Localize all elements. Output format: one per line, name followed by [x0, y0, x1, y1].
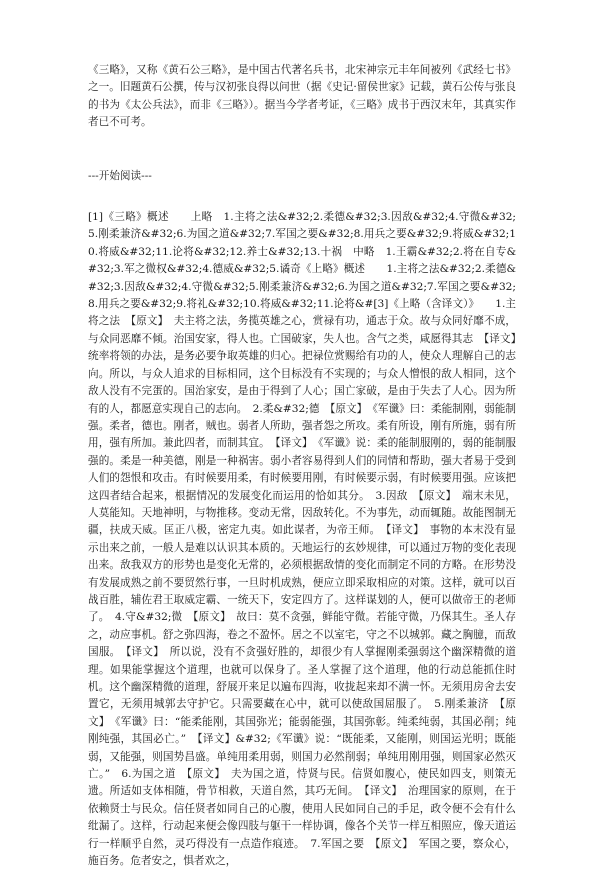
start-reading-divider: ---开始阅读--- — [88, 169, 152, 182]
intro-paragraph: 《三略》，又称《黄石公三略》，是中国古代著名兵书，北宋神宗元丰年间被列《武经七书》之一。旧题黄石公撰，传与汉初张良得以问世（据《史记·留侯世家》记载，黄石公传与张良的书为《太公兵法》，而非《三略》）。据当今学者考证，《三略》成书于西汉末年，其真实作者已不可考。 — [88, 64, 516, 129]
body-paragraph: [1]《三略》概述 上略 1.主将之法&#32;2.柔德&#32;3.因敌&#32;4.守微&#32;5.刚柔兼济&#32;6.为国之道&#32;7.军国之要&#32;8.用兵之要&#32;9.将威&#32;10.将威&#32;11.论将&#32;12.养士&#32;13.十祸 中略 1.王霸&#32;2.将在自专&#32;3.军之微权&#32;4.德威&#32;5.谲奇《上略》概述 1.主将之法&#32;2.柔德&#32;3.因敌&#32;4.守微&#32;5.刚柔兼济&#32;6.为国之道&#32;7.军国之要&#32;8.用兵之要&#32;9.将礼&#32;10.将威&#32;11.论将&#[3]《上略（含译文）》 1.主将之法 【原文】 夫主将之法，务揽英雄之心，赏禄有功，通志于众。故与众同好靡不成，与众同恶靡不倾。治国安家，得人也。亡国破家，失人也。含气之类，咸愿得其志 【译文】 统率将领的办法，是务必要争取英雄的归心。把禄位赏赐给有功的人，使众人理解自己的志向。所以，与众人追求的目标相同，这个目标没有不实现的；与众人憎恨的敌人相同，这个敌人没有不完蛋的。国治家安，是由于得到了人心；国亡家破，是由于失去了人心。因为所有的人，都愿意实现自己的志向。 2.柔&#32;德 【原文】 《军谶》曰：柔能制刚，弱能制强。柔者，德也。刚者，贼也。弱者人所助，强者怨之所攻。柔有所设，刚有所施，弱有所用，强有所加。兼此四者，而制其宜。 【译文】 《军谶》说：柔的能制服刚的，弱的能制服强的。柔是一种美德，刚是一种祸害。弱小者容易得到人们的同情和帮助，强大者易于受到人们的怨恨和攻击。有时候要用柔，有时候要用刚，有时候要示弱，有时候要用强。应该把这四者结合起来，根据情况的发展变化而运用的恰如其分。 3.因敌 【原文】 端末未见，人莫能知。天地神明，与物推移。变动无常，因敌转化。不为事先，动而辄随。故能图制无疆，扶成天威。匡正八极，密定九夷。如此谋者，为帝王师。 【译文】 事物的本末没有显示出来之前，一般人是难以认识其本质的。天地运行的玄妙规律，可以通过万物的变化表现出来。敌我双方的形势也是变化无常的，必须根据敌情的变化而制定不同的方略。在形势没有发展成熟之前不要贸然行事，一旦时机成熟，便应立即采取相应的对策。这样，就可以百战百胜，辅佐君王取威定霸、一统天下，安定四方了。这样谋划的人，便可以做帝王的老师了。 4.守&#32;微 【原文】 故曰：莫不贪强，鲜能守微。若能守微，乃保其生。圣人存之，动应事机。舒之弥四海，卷之不盈怀。居之不以室宅，守之不以城郭。藏之胸臆，而敌国服。 【译文】 所以说，没有不贪强好胜的，却很少有人掌握刚柔强弱这个幽深精微的道理。如果能掌握这个道理，也就可以保身了。圣人掌握了这个道理，他的行动总能抓住时机。这个幽深精微的道理，舒展开来足以遍布四海，收拢起来却不满一怀。无须用房舍去安置它，无须用城郭去守护它。只需要藏在心中，就可以使敌国屈服了。 5.刚柔兼济 【原文】 《军谶》曰：“能柔能刚，其国弥光；能弱能强，其国弥彰。纯柔纯弱，其国必削；纯刚纯强，其国必亡。” 【译文】&#32;《军谶》说：“既能柔，又能刚，则国运光明；既能弱，又能强，则国势昌盛。单纯用柔用弱，则国力必然削弱；单纯用刚用强，则国家必然灭亡。” 6.为国之道 【原文】 夫为国之道，恃贤与民。信贤如腹心，使民如四支，则策无遗。所适如支体相随，骨节相救，天道自然，其巧无间。 【译文】 治理国家的原则，在于依赖贤士与民众。信任贤者如同自己的心腹，使用人民如同自己的手足，政令便不会有什么纰漏了。这样，行动起来便会像四肢与躯干一样协调，像各个关节一样互相照应，像天道运行一样顺乎自然，灵巧得没有一点造作痕迹。 7.军国之要 【原文】 军国之要，察众心，施百务。危者安之，惧者欢之， — [88, 211, 527, 868]
